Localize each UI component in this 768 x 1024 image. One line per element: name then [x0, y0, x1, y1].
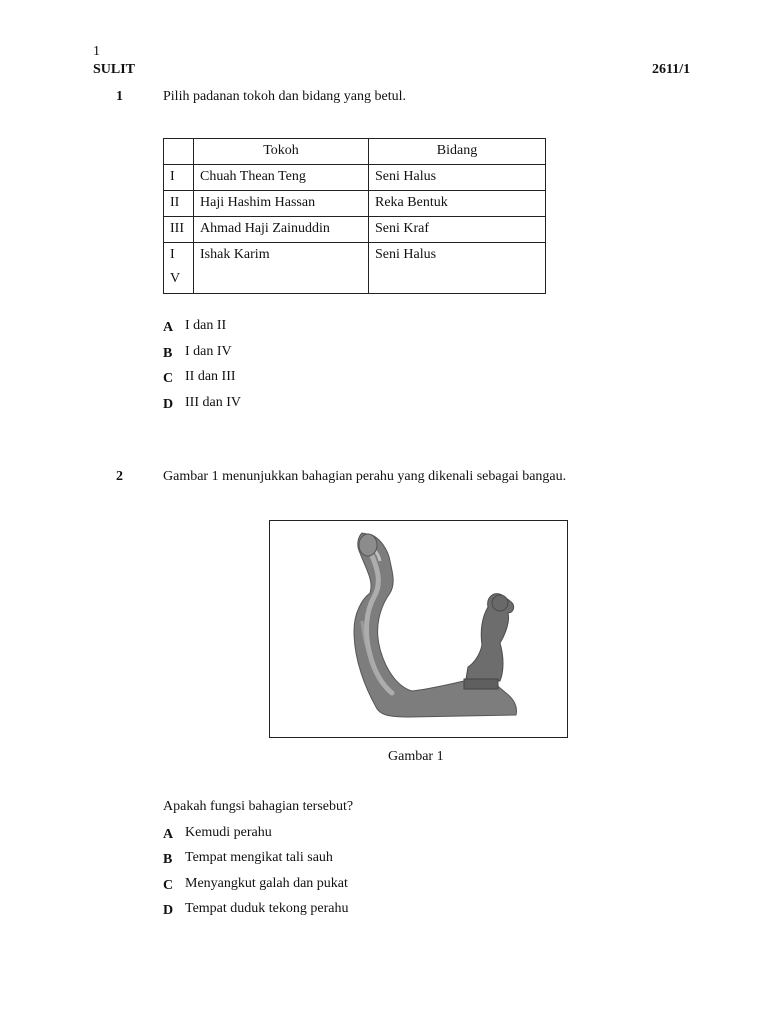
option-text: III dan IV: [185, 395, 241, 410]
table-cell-tokoh: Ahmad Haji Zainuddin: [194, 217, 369, 243]
question-1-option-c[interactable]: [163, 369, 236, 387]
table-row: [164, 191, 546, 217]
option-text: Tempat duduk tekong perahu: [185, 901, 349, 916]
option-text: Tempat mengikat tali sauh: [185, 850, 333, 865]
table-row: [164, 243, 546, 294]
header-right-code: 2611/1: [652, 62, 691, 77]
question-1-number: 1: [116, 89, 123, 104]
table-cell-tokoh: Chuah Thean Teng: [194, 165, 369, 191]
question-2-number: 2: [116, 469, 123, 484]
table-cell-bidang: Seni Halus: [369, 165, 546, 191]
table-cell-bidang: Seni Halus: [369, 243, 546, 294]
question-1-option-d[interactable]: [163, 395, 241, 413]
option-text: Kemudi perahu: [185, 825, 272, 840]
question-1-table: [163, 138, 546, 294]
header-left-label: SULIT: [93, 62, 136, 77]
option-letter: A: [163, 320, 174, 335]
table-cell-tokoh: Ishak Karim: [194, 243, 369, 294]
table-header-tokoh: Tokoh: [194, 139, 369, 165]
question-2-option-d[interactable]: [163, 901, 349, 919]
question-1-option-a[interactable]: [163, 318, 227, 336]
page-number: 1: [93, 44, 100, 59]
option-text: I dan IV: [185, 344, 232, 359]
question-2-option-c[interactable]: [163, 876, 348, 894]
table-cell-roman: II: [164, 191, 194, 217]
question-2-option-b[interactable]: [163, 850, 333, 868]
option-letter: D: [163, 397, 174, 412]
question-2-option-a[interactable]: [163, 825, 272, 843]
option-text: Menyangkut galah dan pukat: [185, 876, 348, 891]
table-cell-bidang: Seni Kraf: [369, 217, 546, 243]
option-letter: C: [163, 371, 174, 386]
table-cell-bidang: Reka Bentuk: [369, 191, 546, 217]
table-cell-roman: I V: [164, 243, 194, 294]
figure-1-frame: [269, 520, 568, 738]
table-cell-tokoh: Haji Hashim Hassan: [194, 191, 369, 217]
option-text: I dan II: [185, 318, 227, 333]
question-2-question: Apakah fungsi bahagian tersebut?: [163, 799, 354, 814]
option-text: II dan III: [185, 369, 236, 384]
table-header-bidang: Bidang: [369, 139, 546, 165]
table-header-row: [164, 139, 546, 165]
table-header-index: [164, 139, 194, 165]
figure-1-caption: Gambar 1: [388, 749, 444, 764]
option-letter: C: [163, 878, 174, 893]
option-letter: A: [163, 827, 174, 842]
option-letter: D: [163, 903, 174, 918]
table-row: [164, 165, 546, 191]
question-1-option-b[interactable]: [163, 344, 232, 362]
table-cell-roman: III: [164, 217, 194, 243]
option-letter: B: [163, 852, 173, 867]
bangau-carving-image: [270, 521, 567, 737]
option-letter: B: [163, 346, 173, 361]
table-row: [164, 217, 546, 243]
question-2-prompt: Gambar 1 menunjukkan bahagian perahu yang dikenali sebagai bangau.: [163, 469, 567, 484]
table-cell-roman: I: [164, 165, 194, 191]
question-1-prompt: Pilih padanan tokoh dan bidang yang betul.: [163, 89, 407, 104]
